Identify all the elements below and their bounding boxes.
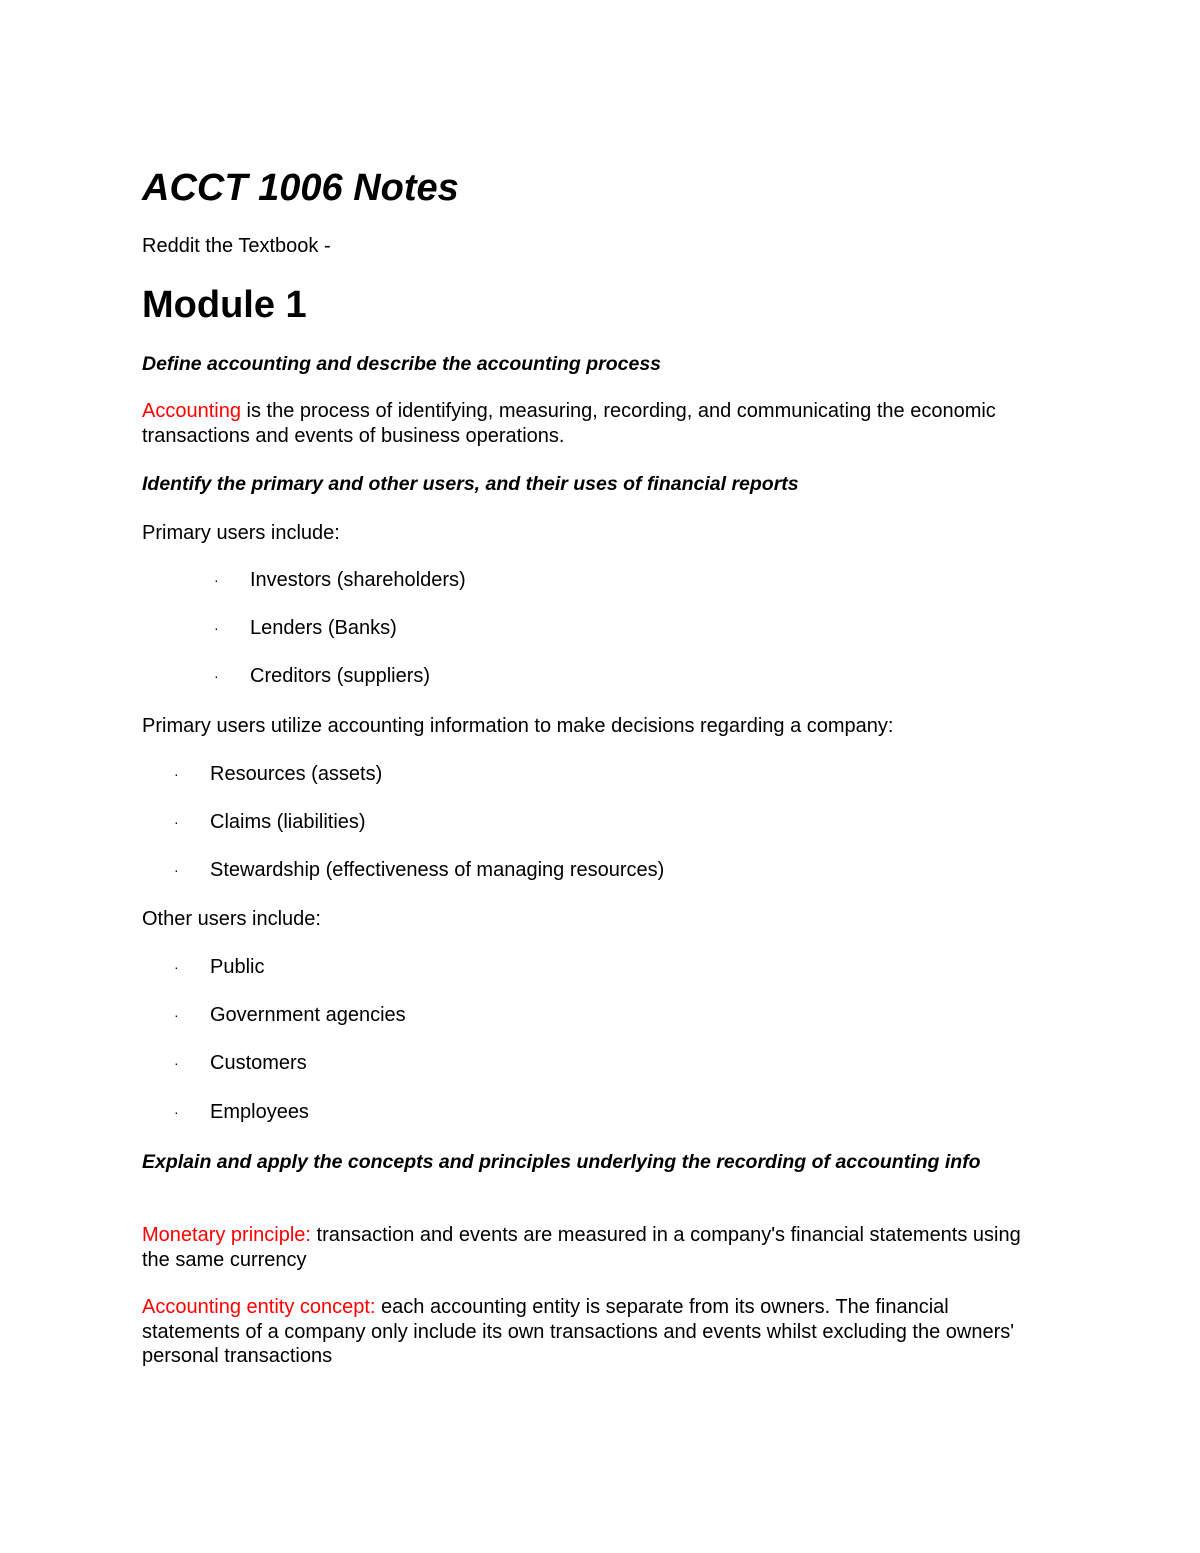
list-item-text: Investors (shareholders) [250,569,466,591]
list-item-text: Creditors (suppliers) [250,665,431,687]
bullet-icon: · [174,959,179,975]
list-item-text: Employees [210,1101,309,1123]
list-item-text: Customers [210,1052,307,1074]
list-item-text: Stewardship (effectiveness of managing resources) [210,859,665,881]
bullet-icon: · [214,620,219,636]
other-users-intro: Other users include: [142,908,321,930]
bullet-icon: · [174,862,179,878]
accounting-definition-text: is the process of identifying, measuring, recording, and communicating the economic transactions and events of business operations. [142,400,996,447]
bullet-icon: · [214,668,219,684]
list-item-text: Resources (assets) [210,763,383,785]
monetary-principle-text: transaction and events are measured in a company's financial statements using the same currency [142,1224,1021,1271]
accounting-entity-text: each accounting entity is separate from its owners. The financial statements of a company only include its own transactions and events whilst excluding the owners' personal transactions [142,1296,1015,1367]
bullet-icon: · [174,1007,179,1023]
document-title: ACCT 1006 Notes [142,167,459,209]
term-accounting: Accounting [142,400,241,422]
bullet-icon: · [174,814,179,830]
list-item-text: Claims (liabilities) [210,811,366,833]
term-monetary-principle: Monetary principle: [142,1224,311,1246]
primary-uses-intro: Primary users utilize accounting information to make decisions regarding a company: [142,715,894,737]
bullet-icon: · [174,1055,179,1071]
objective-heading-2: Identify the primary and other users, and their uses of financial reports [142,473,799,495]
primary-users-intro: Primary users include: [142,522,340,544]
subtitle-line: Reddit the Textbook - [142,235,331,257]
module-heading: Module 1 [142,284,307,326]
bullet-icon: · [174,1104,179,1120]
objective-heading-1: Define accounting and describe the accounting process [142,353,662,375]
term-accounting-entity-concept: Accounting entity concept: [142,1296,376,1318]
objective-heading-3: Explain and apply the concepts and principles underlying the recording of accounting info [142,1151,981,1173]
list-item-text: Lenders (Banks) [250,617,397,639]
list-item-text: Public [210,956,265,978]
accounting-definition [142,399,1042,448]
monetary-principle [142,1223,1042,1272]
bullet-icon: · [214,572,219,588]
accounting-entity-concept [142,1295,1022,1369]
list-item-text: Government agencies [210,1004,406,1026]
bullet-icon: · [174,766,179,782]
